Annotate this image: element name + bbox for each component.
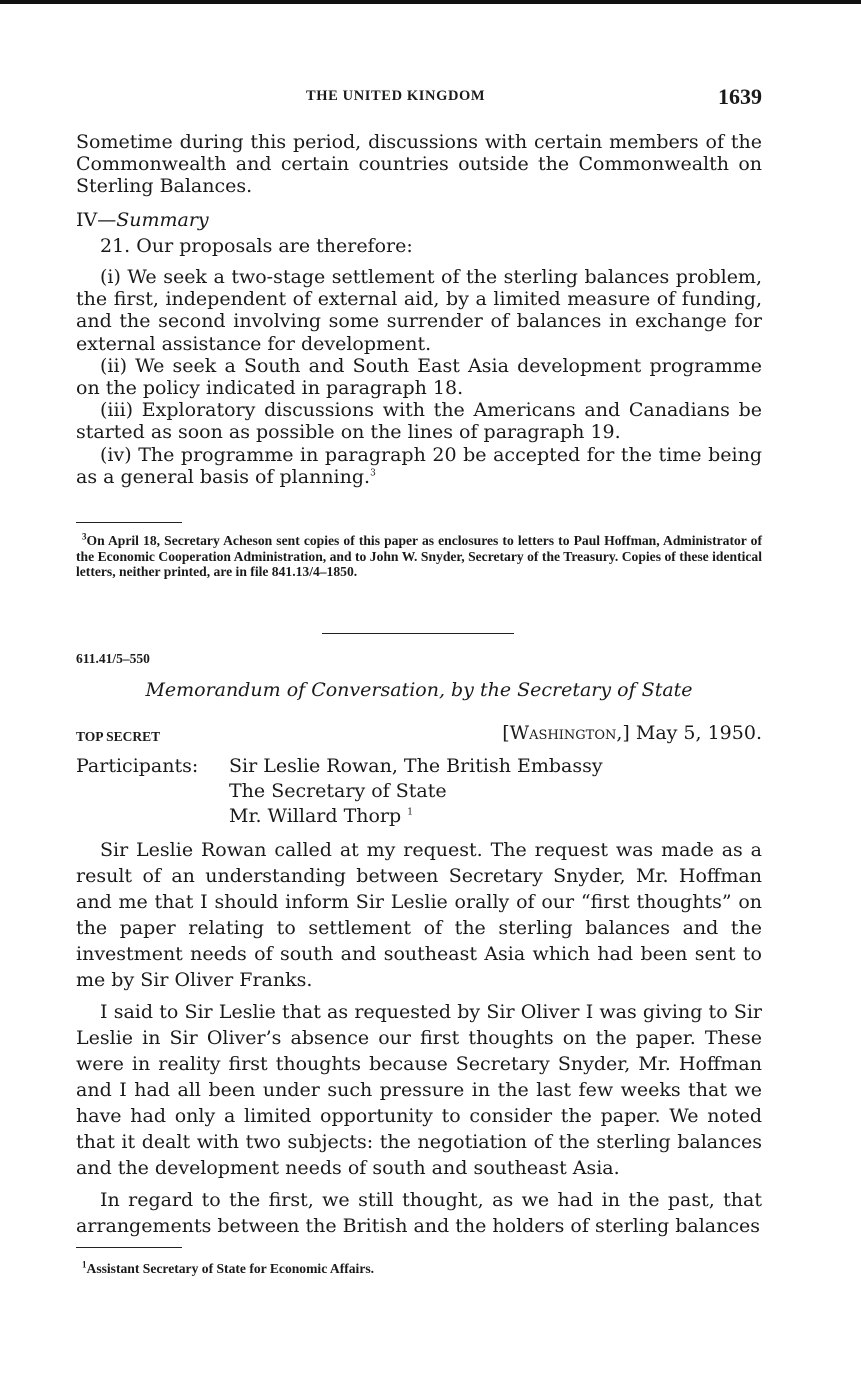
proposal-item: (iii) Exploratory discussions with the Americans and Canadians be started as soon as possible on the lines of paragraph 19. [76,399,762,444]
footnote-3-text: On April 18, Secretary Acheson sent copies of this paper as enclosures to letters to Paul Hoffman, Administrator of the Economic Cooperation Administration, and to John W. Snyder, Secretary of the Treasury. Copies of these identical letters, neither printed, are in file 841.13/4–1850. [76,533,762,580]
memo-body [76,837,762,1239]
body-paragraph: In regard to the first, we still thought, as we had in the past, that arrangements between the British and the holders of sterling balances [76,1189,762,1237]
footnote-1-text: Assistant Secretary of State for Economic Affairs. [86,1261,375,1276]
page-top-edge [0,0,861,4]
proposal-item: (i) We seek a two-stage settlement of the sterling balances problem, the first, independent of external aid, by a limited measure of funding, and the second involving some surrender of balances in exchange for external assistance for development. [76,266,762,355]
place: [Washington,] [502,722,630,744]
footnote-1-marker: 1 [82,1259,87,1270]
proposal-item [76,444,762,488]
proposal-item: (ii) We seek a South and South East Asia development programme on the policy indicated in paragraph 18. [76,354,762,400]
page-number: 1639 [718,84,762,109]
participant-name: Mr. Willard Thorp [229,805,402,827]
footnote-marker-1: 1 [407,807,413,818]
participant [229,805,413,827]
footnote-marker-3: 3 [370,468,376,479]
classification-line [76,722,762,748]
continuation-paragraph: Sometime during this period, discussions with certain members of the Commonwealth and certain countries outside the Commonwealth on Sterling Balances. [76,131,762,198]
paragraph-21: 21. Our proposals are therefore: [100,234,413,257]
footnote-rule-bottom [76,1247,182,1248]
footnote-1 [76,1261,762,1277]
running-header [76,84,762,110]
body-paragraph: I said to Sir Leslie that as requested by Sir Oliver I was giving to Sir Leslie in Sir Oliver’s absence our first thoughts on the paper. These were in reality first thoughts because Secretary Snyder, Mr. Hoffman and I had all been under such pressure in the last few weeks that we have had only a limited opportunity to consider the paper. We noted that it dealt with two subjects: the negotiation of the sterling balances and the development needs of south and southeast Asia. [76,1001,762,1179]
footnote-3-marker: 3 [82,531,87,542]
body-paragraph: Sir Leslie Rowan called at my request. The request was made as a result of an understanding between Secretary Snyder, Mr. Hoffman and me that I should inform Sir Leslie orally of our “first thoughts” on the paper relating to settlement of the sterling balances and the investment needs of south and southeast Asia which had been sent to me by Sir Oliver Franks. [76,839,762,991]
footnote-3 [76,533,762,580]
section-heading [76,209,762,231]
upper-text [76,131,762,488]
participant: Sir Leslie Rowan, The British Embassy [229,755,603,777]
date: May 5, 1950. [635,722,762,744]
section-divider [322,633,514,634]
memo-title: Memorandum of Conversation, by the Secretary of State [145,679,693,701]
section-title: Summary [116,208,209,231]
running-title: THE UNITED KINGDOM [306,88,486,104]
proposal-item-text: (iv) The programme in paragraph 20 be accepted for the time being as a general basis of planning. [76,443,762,488]
section-numeral: IV— [76,208,117,231]
participant: The Secretary of State [229,780,447,802]
file-number: 611.41/5–550 [76,651,150,666]
place-date [502,722,762,744]
footnote-rule-top [76,522,182,523]
classification: TOP SECRET [76,729,161,744]
participants-label: Participants: [76,755,199,777]
